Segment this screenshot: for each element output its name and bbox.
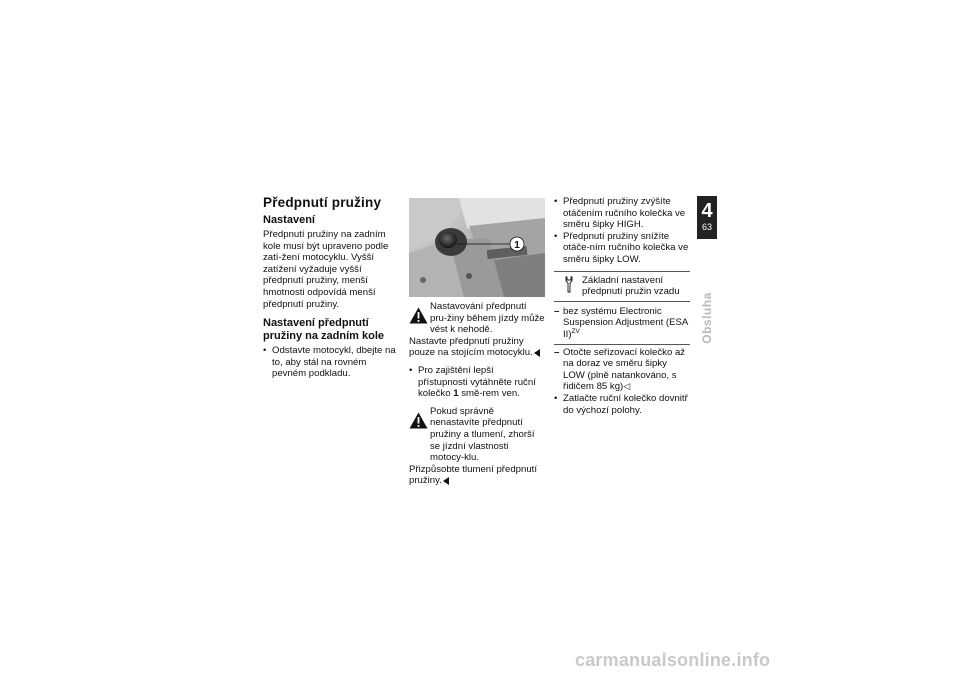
section-label: [695, 280, 719, 355]
callout-reference: 1: [453, 388, 459, 400]
esa-condition: [554, 306, 690, 345]
chapter-number: 4: [701, 200, 713, 222]
subheading-settings: Nastavení: [263, 214, 315, 226]
list-item: • Předpnutí pružiny snížíte otáče-ním ručního kolečka ve směru šipky LOW.: [554, 231, 690, 266]
wrench-icon: [564, 276, 574, 294]
column-left: [263, 195, 398, 380]
warning-triangle-icon: [409, 307, 428, 324]
condition-text: bez systému Electronic Suspension Adjustment (ESA II): [563, 305, 688, 340]
warning-instruction-1-text: Nastavte předpnutí pružiny pouze na stojícím motocyklu.: [409, 335, 533, 359]
subheading-rear-preload: Nastavení předpnutí pružiny na zadním kole: [263, 317, 385, 343]
column-right: [554, 196, 690, 416]
section-label-text: Obsluha: [700, 291, 714, 344]
column-middle: [409, 198, 545, 487]
end-mark-icon: [443, 477, 449, 485]
list-item: [554, 306, 690, 341]
list-item-text: Otočte seřizovací kolečko až na doraz ve směru šipky LOW (plně natankováno, s řidičem 85 kg): [563, 346, 686, 393]
warning-instruction-2-text: Přizpůsobte tlumení předpnutí pružiny.: [409, 463, 537, 487]
end-mark-icon: [534, 349, 540, 357]
page-title: Předpnutí pružiny: [263, 195, 382, 210]
list-item: • Předpnutí pružiny zvýšíte otáčením ručního kolečka ve směru šipky HIGH.: [554, 196, 690, 231]
warning-instruction-1: [409, 336, 545, 359]
callout-number: 1: [514, 240, 520, 251]
intro-paragraph: Předpnutí pružiny na zadním kole musí být upraveno podle zatí-žení motocyklu. Vyšší zatížení vyžaduje vyšší předpnutí pružiny, menší hmotnosti odpovídá menší předpnutí pružiny.: [263, 229, 389, 310]
list-item-text: Pro zajištění lepší přístupnosti vytáhněte ruční kolečko: [418, 364, 536, 400]
warning-triangle-icon: [409, 412, 428, 429]
instruction-list: [263, 345, 398, 380]
warning-text-2: Pokud správně nenastavíte předpnutí pružiny a tlumení, zhorší se jízdní vlastnosti motocy-klu.: [430, 405, 535, 464]
note-box: [554, 271, 690, 302]
watermark: carmanualsonline.info: [575, 650, 771, 670]
end-mark-icon: ◁: [623, 381, 631, 392]
condition-list: [554, 306, 690, 341]
note-text: Základní nastavení předpnutí pružin vzadu: [582, 274, 680, 298]
warning-text-1: Nastavování předpnutí pru-žiny během jízdy může vést k nehodě.: [430, 301, 545, 336]
warning-block-1: [409, 301, 545, 336]
list-item: [554, 347, 690, 393]
instruction-list: [554, 347, 690, 417]
option-superscript: ZV: [571, 327, 580, 335]
list-item: • Zatlačte ruční kolečko dovnitř do výchozí polohy.: [554, 393, 690, 416]
instruction-list: [554, 196, 690, 266]
list-item-text-tail: smě-rem ven.: [458, 388, 520, 400]
rear-shock-photo: [409, 198, 545, 297]
list-item: • Odstavte motocykl, dbejte na to, aby stál na rovném pevném podkladu.: [263, 345, 398, 380]
chapter-tab: [697, 196, 717, 239]
list-item: [409, 365, 545, 400]
instruction-list: [409, 365, 545, 400]
warning-instruction-2: [409, 464, 545, 487]
page-number: 63: [701, 222, 712, 232]
warning-block-2: [409, 406, 545, 464]
